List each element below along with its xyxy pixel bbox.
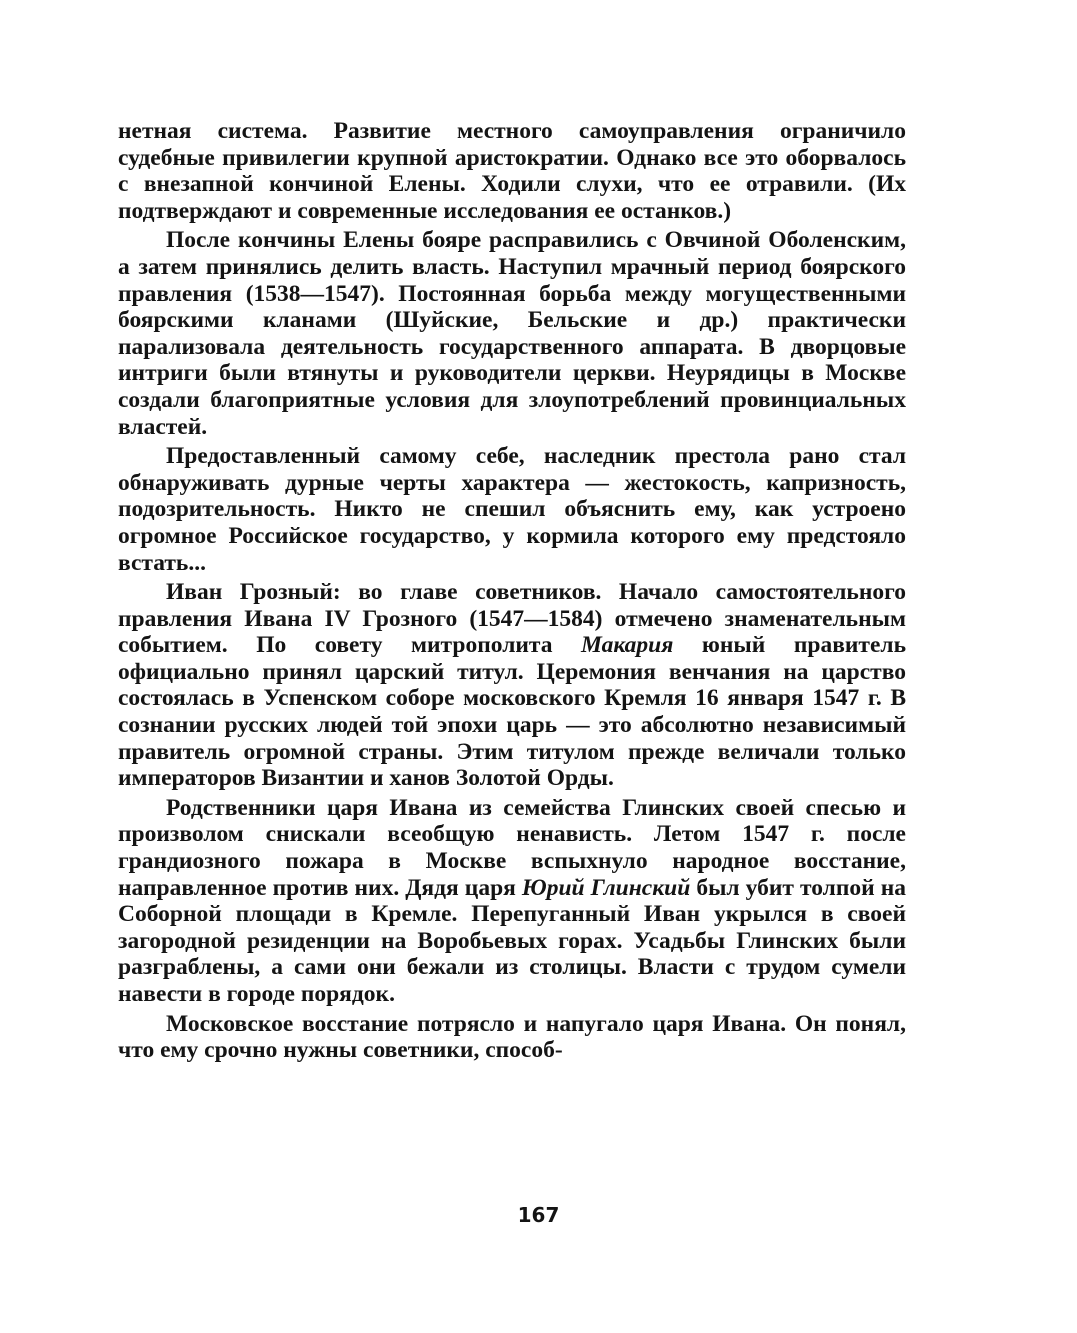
paragraph-continuation [118,118,906,224]
page-number: 167 [517,1203,560,1227]
bold-year: 1547 [742,821,790,848]
paragraph-text: Предоставленный самому себе, наследник престола рано стал обнаруживать дурные черты характера — жестокость, капризность, подозрительность. Никто не спешил объяснить ему, как устроено огромное Российское государство, у кормила которого ему предстояло встать... [118,443,906,576]
section-heading: Иван Грозный: во главе советников. [166,579,602,606]
paragraph-moscow-uprising [118,1011,906,1064]
paragraph-text: Московское восстание потрясло и напугало царя Ивана. Он понял, что ему срочно нужны советники, способ- [118,1010,906,1064]
bold-dates: (1547—1584) [469,605,603,632]
paragraph-text: нетная система. Развитие местного самоуправления ограничило судебные привилегии крупной аристократии. Однако все это оборвалось с внезапной кончиной Елены. Ходили слухи, что ее отравили. (Их подтверждают и современные исследования ее останков.) [118,118,906,224]
paragraph-boyar-rule [118,227,906,440]
paragraph-text: Начало самостоятельного правления Ивана IV Грозного [118,579,906,632]
paragraph-text: После кончины Елены бояре расправились с Овчиной Оболенским, а затем принялись делить власть. Наступил мрачный период боярского правления [118,227,906,307]
paragraph-heir [118,443,906,576]
paragraph-text: был убит толпой на Соборной площади в Кремле. Перепуганный Иван укрылся в своей загородной резиденции на Воробьевых горах. Усадьбы Глинских были разграблены, а сами они бежали из столицы. Власти с трудом сумели навести в городе порядок. [118,874,906,1007]
bold-date: 16 января 1547 г. [695,685,882,712]
paragraph-ivan-advisors [118,579,906,792]
paragraph-text: отмечено знаменательным событием. По совету митрополита [118,605,906,659]
paragraph-text: Постоянная борьба между могущественными боярскими кланами (Шуйские, Бельские и др.) практически парализовала деятельность государственного аппарата. В дворцовые интриги были втянуты и руководители церкви. Неурядицы в Москве создали благоприятные условия для злоупотреблений провинциальных властей. [118,280,906,440]
paragraph-text: г. после грандиозного пожара в Москве вспыхнуло народное восстание, направленное против них. Дядя царя [118,821,906,901]
italic-name: Макария [581,632,674,659]
bold-dates: (1538—1547). [245,280,385,307]
italic-name: Юрий Глинский [521,874,691,901]
paragraph-glinsky [118,795,906,1008]
paragraph-text: В сознании русских людей той эпохи царь — это абсолютно независимый правитель огромной страны. Этим титулом прежде величали только императоров Византии и ханов Золотой Орды. [118,685,906,792]
page-body [118,118,906,1067]
paragraph-text: юный правитель официально принял царский титул. Церемония венчания на царство состоялась в Успенском соборе московского Кремля [118,632,907,712]
paragraph-text: Родственники царя Ивана из семейства Глинских своей спесью и произволом снискали всеобщую ненависть. Летом [118,794,906,848]
